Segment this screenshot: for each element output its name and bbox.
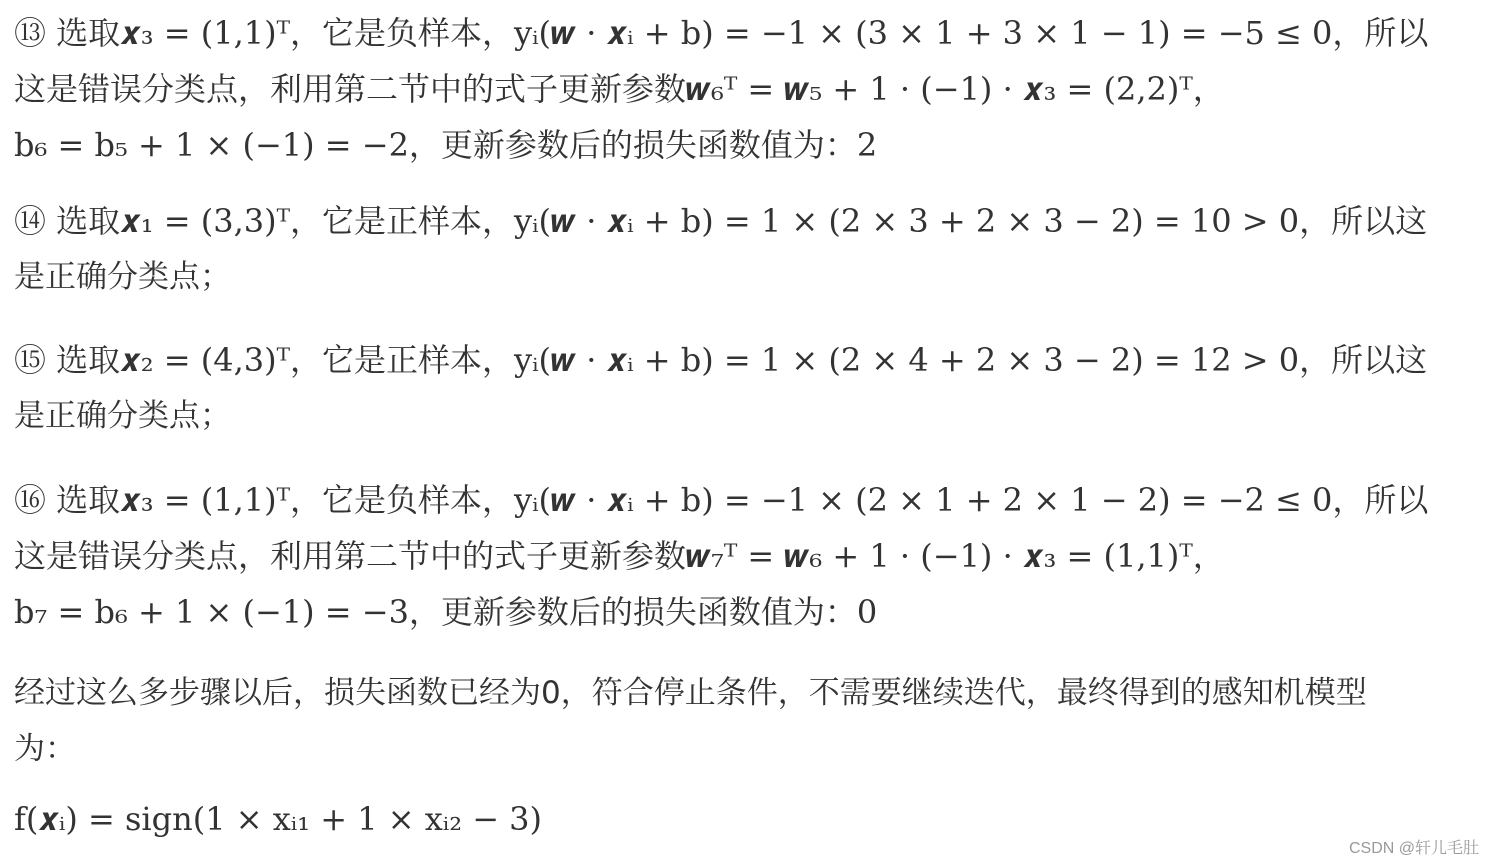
step-15-paragraph [14,332,1484,444]
step-16-line-3: b₇ = b₆ + 1 × (−1) = −3，更新参数后的损失函数值为：0 [14,593,878,631]
step-15-line-1: ⑮ 选取𝒙₂ = (4,3)ᵀ，它是正样本，yᵢ(𝒘 · 𝒙ᵢ + b) = 1 × (2 × 4 + 2 × 3 − 2) = 12 > 0，所以这 [14,341,1428,379]
step-16-paragraph [14,472,1484,640]
step-14-paragraph [14,193,1484,305]
step-15-line-2: 是正确分类点； [14,398,231,434]
final-formula-paragraph [14,791,1484,847]
step-14-line-2: 是正确分类点； [14,259,231,295]
step-16-line-2: 这是错误分类点，利用第二节中的式子更新参数𝒘₇ᵀ = 𝒘₆ + 1 · (−1) · 𝒙₃ = (1,1)ᵀ， [14,537,1225,575]
conclusion-line-1: 经过这么多步骤以后，损失函数已经为0，符合停止条件，不需要继续迭代，最终得到的感知机模型 [14,675,1367,711]
step-13-paragraph [14,5,1484,173]
document-body [14,0,1484,847]
step-14-line-1: ⑭ 选取𝒙₁ = (3,3)ᵀ，它是正样本，yᵢ(𝒘 · 𝒙ᵢ + b) = 1 × (2 × 3 + 2 × 3 − 2) = 10 > 0，所以这 [14,202,1428,240]
conclusion-paragraph [14,665,1484,777]
step-13-line-3: b₆ = b₅ + 1 × (−1) = −2，更新参数后的损失函数值为：2 [14,126,878,164]
conclusion-line-2: 为： [14,731,76,767]
step-13-line-1: ⑬ 选取𝒙₃ = (1,1)ᵀ，它是负样本，yᵢ(𝒘 · 𝒙ᵢ + b) = −1 × (3 × 1 + 3 × 1 − 1) = −5 ≤ 0，所以 [14,14,1429,52]
step-16-line-1: ⑯ 选取𝒙₃ = (1,1)ᵀ，它是负样本，yᵢ(𝒘 · 𝒙ᵢ + b) = −1 × (2 × 1 + 2 × 1 − 2) = −2 ≤ 0，所以 [14,481,1429,519]
final-formula: f(𝒙ᵢ) = sign(1 × xᵢ₁ + 1 × xᵢ₂ − 3) [14,800,543,838]
step-13-line-2: 这是错误分类点，利用第二节中的式子更新参数𝒘₆ᵀ = 𝒘₅ + 1 · (−1) · 𝒙₃ = (2,2)ᵀ， [14,70,1225,108]
csdn-watermark: CSDN @轩儿毛肚 [1348,840,1479,857]
